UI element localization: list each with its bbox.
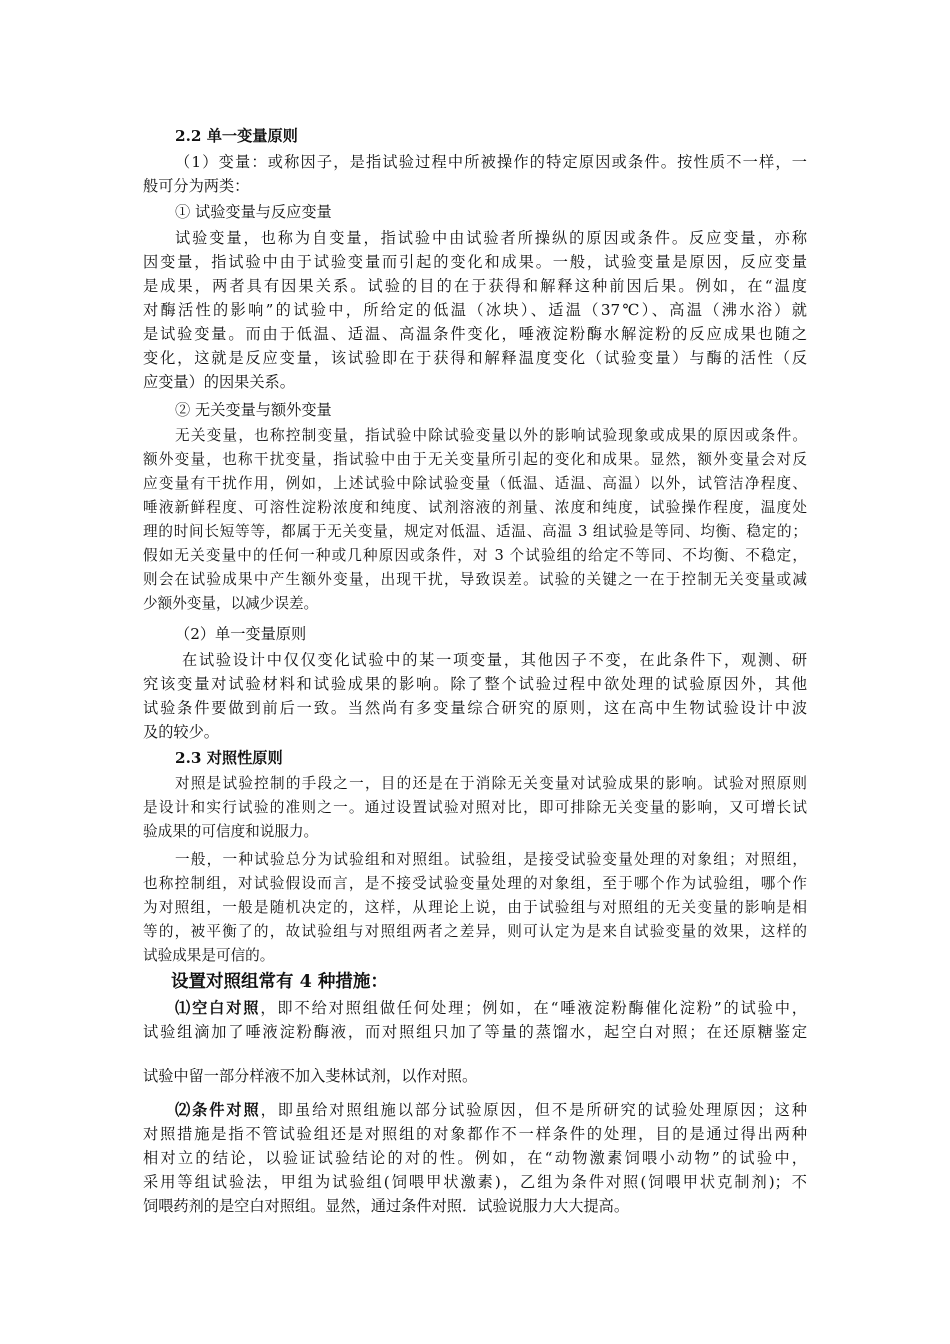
paragraph-line: 试验组滴加了唾液淀粉酶液，而对照组只加了等量的蒸馏水，起空白对照；在还原糖鉴定 xyxy=(143,1023,807,1041)
measures-heading: 设置对照组常有 4 种措施： xyxy=(171,972,388,992)
paragraph-line: 试验中留一部分样液不加入斐林试剂，以作对照。 xyxy=(143,1067,478,1085)
paragraph-line: 变化，这就是反应变量，该试验即在于获得和解释温度变化（试验变量）与酶的活性（反 xyxy=(143,349,807,367)
paragraph-line: 唾液新鲜程度、可溶性淀粉浓度和纯度、试剂溶液的剂量、浓度和纯度，试验操作程度，温度处 xyxy=(143,499,807,516)
paragraph-line: 对照措施是指不管试验组还是对照组的对象都作不一样条件的处理，目的是通过得出两种 xyxy=(143,1125,807,1143)
section-heading-2-3: 2.3 对照性原则 xyxy=(175,749,283,767)
paragraph-line: 饲喂药剂的是空白对照组。显然，通过条件对照．试验说服力大大提高。 xyxy=(143,1197,629,1215)
subheading-single-variable: （2）单一变量原则 xyxy=(175,625,307,643)
paragraph-line: 般可分为两类： xyxy=(143,177,250,195)
measure-1-line xyxy=(175,996,807,1020)
paragraph-line: 试验成果是可信的。 xyxy=(143,947,275,964)
paragraph-line: 试验条件要做到前后一致。当然尚有多变量综合研究的原则，这在高中生物试验设计中波 xyxy=(143,699,807,717)
paragraph-line: 及的较少。 xyxy=(143,723,219,741)
paragraph-line: 假如无关变量中的任何一种或几种原因或条件，对 3 个试验组的给定不等同、不均衡、不稳定， xyxy=(143,547,807,564)
paragraph-line: 是设计和实行试验的准则之一。通过设置试验对照对比，即可排除无关变量的影响，又可增长试 xyxy=(143,799,807,816)
paragraph-line: （1）变量：或称因子，是指试验过程中所被操作的特定原因或条件。按性质不一样，一 xyxy=(175,153,807,171)
paragraph-line: 对照是试验控制的手段之一，目的还是在于消除无关变量对试验成果的影响。试验对照原则 xyxy=(175,775,807,792)
paragraph-line: 是成果，两者具有因果关系。试验的目的在于获得和解释这种前因后果。例如，在“温度 xyxy=(143,277,807,295)
paragraph-line: 是试验变量。而由于低温、适温、高温条件变化，唾液淀粉酶水解淀粉的反应成果也随之 xyxy=(143,325,807,343)
paragraph-line: 验成果的可信度和说服力。 xyxy=(143,823,319,840)
paragraph-line: 在试验设计中仅仅变化试验中的某一项变量，其他因子不变，在此条件下，观测、研 xyxy=(182,651,807,669)
paragraph-line: 额外变量，也称干扰变量，指试验中由于无关变量所引起的变化和成果。显然，额外变量会对反 xyxy=(143,451,807,468)
paragraph-line: 无关变量，也称控制变量，指试验中除试验变量以外的影响试验现象或成果的原因或条件。 xyxy=(175,427,807,444)
measure-2-text: ，即虽给对照组施以部分试验原因，但不是所研究的试验处理原因；这种 xyxy=(260,1101,808,1119)
subheading-variables: ① 试验变量与反应变量 xyxy=(175,203,332,221)
measure-2-line xyxy=(175,1098,807,1122)
measure-1-tag: ⑴空白对照 xyxy=(175,999,261,1017)
paragraph-line: 试验变量，也称为自变量，指试验中由试验者所操纵的原因或条件。反应变量，亦称 xyxy=(175,229,807,247)
paragraph-line: 采用等组试验法，甲组为试验组(饲喂甲状激素)，乙组为条件对照(饲喂甲状克制剂)；不 xyxy=(143,1173,807,1191)
paragraph-line: 等的，被平衡了的，故试验组与对照组两者之差异，则可认定为是来自试验变量的效果，这样的 xyxy=(143,923,807,940)
measure-2-tag: ⑵条件对照 xyxy=(175,1101,261,1119)
paragraph-line: 为对照组，一般是随机决定的，这样，从理论上说，由于试验组与对照组的无关变量的影响是相 xyxy=(143,899,807,916)
paragraph-line: 相对立的结论，以验证试验结论的对的性。例如，在“动物激素饲喂小动物”的试验中， xyxy=(143,1149,807,1167)
paragraph-line: 也称控制组，对试验假设而言，是不接受试验变量处理的对象组，至于哪个作为试验组，哪个作 xyxy=(143,875,807,892)
paragraph-line: 应变量有干扰作用，例如，上述试验中除试验变量（低温、适温、高温）以外，试管洁净程度、 xyxy=(143,475,807,492)
paragraph-line: 对酶活性的影响”的试验中，所给定的低温（冰块）、适温（37℃）、高温（沸水浴）就 xyxy=(143,301,807,319)
subheading-irrelevant-variables: ② 无关变量与额外变量 xyxy=(175,401,332,419)
paragraph-line: 理的时间长短等等，都属于无关变量，规定对低温、适温、高温 3 组试验是等同、均衡、稳定的； xyxy=(143,523,807,540)
paragraph-line: 则会在试验成果中产生额外变量，出现干扰，导致误差。试验的关键之一在于控制无关变量或减 xyxy=(143,571,807,588)
section-heading-2-2: 2.2 单一变量原则 xyxy=(175,127,298,145)
measure-1-text: ，即不给对照组做任何处理；例如，在“唾液淀粉酶催化淀粉”的试验中， xyxy=(260,999,807,1017)
paragraph-line: 究该变量对试验材料和试验成果的影响。除了整个试验过程中欲处理的试验原因外，其他 xyxy=(143,675,807,693)
paragraph-line: 应变量）的因果关系。 xyxy=(143,373,295,391)
paragraph-line: 因变量，指试验中由于试验变量而引起的变化和成果。一般，试验变量是原因，反应变量 xyxy=(143,253,807,271)
paragraph-line: 一般，一种试验总分为试验组和对照组。试验组，是接受试验变量处理的对象组；对照组， xyxy=(175,851,807,868)
paragraph-line: 少额外变量，以减少误差。 xyxy=(143,595,319,612)
